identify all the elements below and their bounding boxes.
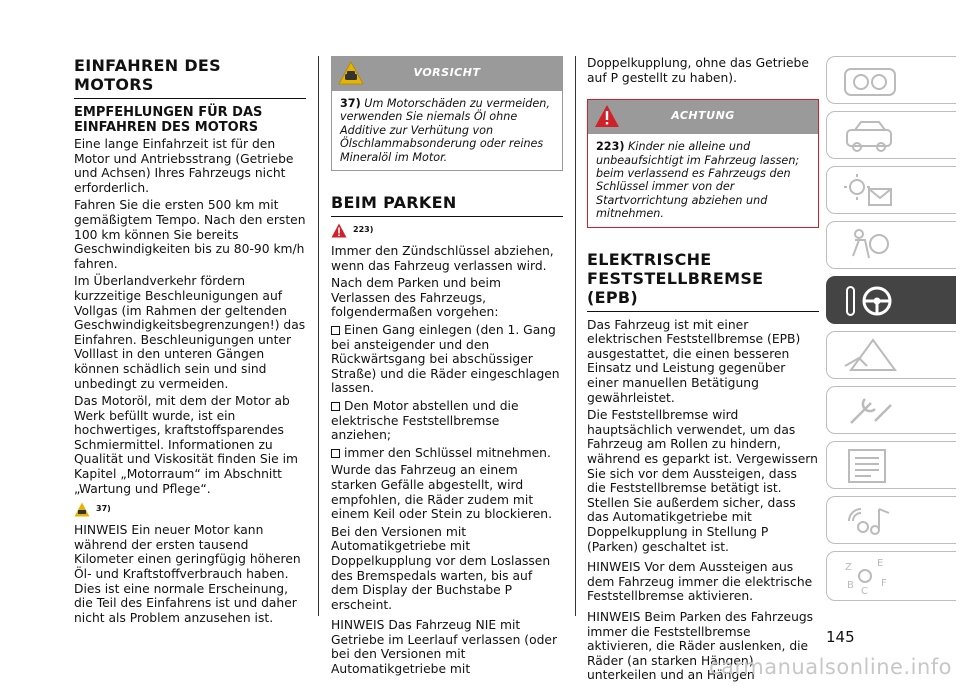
list-item: immer den Schlüssel mitnehmen. — [331, 446, 563, 461]
checkbox-bullet-icon — [331, 449, 340, 458]
column-divider — [575, 56, 576, 616]
section-title-parken: BEIM PARKEN — [331, 193, 563, 217]
tab-starting-driving[interactable] — [826, 276, 956, 324]
paragraph: Doppelkupplung, ohne das Getriebe auf P gestellt zu haben). — [587, 56, 809, 85]
tab-multimedia[interactable] — [826, 496, 956, 544]
list-item: Den Motor abstellen und die elektrische Feststellbremse anziehen; — [331, 398, 519, 443]
caution-box-header — [332, 57, 562, 91]
column-1 — [74, 56, 306, 628]
warning-reference — [331, 223, 563, 238]
key-steering-wheel-icon — [841, 281, 901, 321]
svg-text:F: F — [881, 578, 887, 589]
paragraph: Eine lange Einfahrzeit ist für den Motor und Antriebsstrang (Getriebe und Achsen) Ihres Fahrzeugs nicht erforderlich. — [74, 137, 294, 195]
warning-box-text: Kinder nie alleine und unbeaufsichtigt im Fahrzeug lassen; beim verlassend es Fahrzeugs den Schlüssel immer von der Startvorrichtung abziehen und mitnehmen. — [596, 140, 800, 221]
caution-box-title: VORSICHT — [413, 66, 481, 79]
subsection-title-empfehlungen: EMPFEHLUNGEN FÜR DAS EINFAHREN DES MOTORS — [74, 105, 263, 135]
page-number: 145 — [826, 628, 855, 646]
tab-lights[interactable] — [826, 166, 956, 214]
paragraph: Nach dem Parken und beim Verlassen des Fahrzeugs, folgendermaßen vorgehen: — [331, 276, 501, 320]
column-3 — [587, 56, 819, 686]
caution-ref-number: 37) — [96, 504, 111, 514]
maintenance-icon — [841, 391, 901, 431]
airbag-safety-icon — [841, 226, 901, 266]
warning-ref-number: 223) — [353, 225, 374, 235]
paragraph: Immer den Zündschlüssel abziehen, wenn das Fahrzeug verlassen wird. — [331, 244, 554, 273]
warning-box-header — [588, 100, 818, 134]
svg-text:B: B — [847, 580, 854, 591]
emergency-icon — [841, 336, 901, 376]
dashboard-icon — [841, 61, 901, 101]
watermark: carmanualsonline.info — [709, 655, 952, 679]
warning-icon — [331, 223, 347, 238]
caution-reference — [74, 502, 306, 517]
warning-box-title: ACHTUNG — [671, 109, 735, 123]
lights-icon — [841, 171, 901, 211]
warning-box — [587, 99, 819, 227]
paragraph: Wurde das Fahrzeug an einem starken Gefälle abgestellt, wird empfohlen, die Räder zudem mit einem Keil oder Stein zu blockieren. — [331, 463, 552, 522]
tab-car[interactable] — [826, 111, 956, 159]
multimedia-icon — [841, 501, 901, 541]
checkbox-bullet-icon — [331, 402, 340, 411]
car-icon — [841, 116, 901, 156]
technical-data-icon — [841, 446, 901, 486]
warning-box-number: 223) — [596, 140, 625, 154]
warning-box-body — [588, 134, 818, 226]
column-divider — [318, 56, 319, 616]
svg-text:C: C — [861, 586, 868, 597]
svg-text:E: E — [877, 558, 884, 569]
note-paragraph: HINWEIS Vor dem Aussteigen aus dem Fahrzeug immer die elektrische Feststellbremse aktivieren. — [587, 560, 813, 604]
caution-box-body — [332, 91, 562, 170]
list-item: Einen Gang einlegen (den 1. Gang bei ansteigender und den Rückwärtsgang bei abschüssiger Straße) und die Räder eingeschlagen lassen. — [331, 323, 560, 396]
caution-box-number: 37) — [340, 97, 361, 110]
tab-technical-data[interactable] — [826, 441, 956, 489]
column-2 — [331, 56, 563, 680]
paragraph: Bei den Versionen mit Automatikgetriebe mit Doppelkupplung vor dem Loslassen des Bremspedals warten, bis auf dem Display der Buchstabe P erscheint. — [331, 524, 551, 612]
note-paragraph: HINWEIS Das Fahrzeug NIE mit Getriebe im Leerlauf verlassen (oder bei den Versionen mit Automatikgetriebe mit — [331, 618, 558, 677]
tab-emergency[interactable] — [826, 331, 956, 379]
tab-safety[interactable] — [826, 221, 956, 269]
checkbox-bullet-icon — [331, 326, 340, 335]
caution-car-icon — [74, 502, 90, 517]
paragraph: Das Fahrzeug ist mit einer elektrischen Feststellbremse (EPB) ausgestattet, die einen besseren Einsatz und Leistung gegenüber einer manuellen Betätigung gewährleistet. — [587, 317, 801, 405]
note-paragraph: HINWEIS Ein neuer Motor kann während der ersten tausend Kilometer einen geringfügig höheren Öl- und Kraftstoffverbrauch haben. Dies ist eine normale Erscheinung, die Teil des Einfahrens ist und daher nicht als Problem anzusehen ist. — [74, 523, 301, 625]
paragraph: Fahren Sie die ersten 500 km mit gemäßigtem Tempo. Nach den ersten 100 km können Sie bereits Geschwindigkeiten bis zu 80-90 km/h fahren. — [74, 198, 306, 271]
tab-dashboard[interactable] — [826, 56, 956, 104]
paragraph: Die Feststellbremse wird hauptsächlich verwendet, um das Fahrzeug am Rollen zu hindern, während es geparkt ist. Vergewissern Sie sich vor dem Aussteigen, dass die Feststellbremse betätigt ist. Stellen Sie außerdem sicher, dass das Automatikgetriebe mit Doppelkupplung in Stellung P (Parken) geschaltet ist. — [587, 408, 818, 554]
index-icon — [841, 556, 901, 598]
svg-text:Z: Z — [845, 562, 852, 573]
tab-index[interactable] — [826, 551, 956, 601]
chapter-tabs — [826, 56, 956, 608]
tab-maintenance[interactable] — [826, 386, 956, 434]
caution-box-text: Um Motorschäden zu vermeiden, verwenden Sie niemals Öl ohne Additive zur Verhütung von Ölschlammabsonderung oder reines Mineralöl im Motor. — [340, 97, 550, 164]
paragraph: Das Motoröl, mit dem der Motor ab Werk befüllt wurde, ist ein hochwertiges, kraftstoffsparendes Schmiermittel. Informationen zu Qualität und Viskosität finden Sie im Kapitel „Motorraum“ im Abschnitt „Wartung und Pflege“. — [74, 394, 299, 496]
section-title-epb: ELEKTRISCHE FESTSTELLBREMSE (EPB) — [587, 250, 819, 312]
note-paragraph: HINWEIS Beim Parken des Fahrzeugs immer die Feststellbremse aktivieren, die Räder auslenken, die Räder (an starken Hängen) unterkeilen und an Hängen — [587, 609, 814, 683]
paragraph: Im Überlandverkehr fördern kurzzeitige Beschleunigungen auf Vollgas (im Rahmen der geltenden Geschwindigkeitsbegrenzungen!) das Einfahren. Beschleunigungen unter Volllast in den unteren Gängen können schädlich sein und sind unbedingt zu vermeiden. — [74, 274, 306, 391]
section-title-einfahren: EINFAHREN DES MOTORS — [74, 56, 306, 99]
caution-box — [331, 56, 563, 171]
